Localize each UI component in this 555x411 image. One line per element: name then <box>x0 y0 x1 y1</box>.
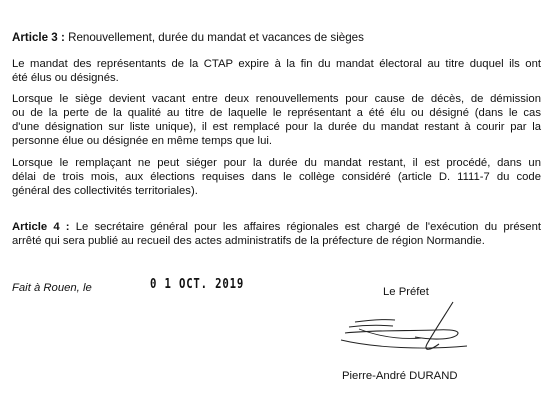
handwritten-signature <box>335 300 485 360</box>
text-line: personne élue ou désignée en même temps que lui. <box>12 135 272 147</box>
text-line: d'une désignation sur liste unique), il est remplacé pour la durée du mandat restant à courir par la <box>12 121 541 133</box>
article-4-paragraph <box>12 220 541 248</box>
article-4-line-1: Le secrétaire général pour les affaires régionales est chargé de l'exécution du présent <box>75 221 542 233</box>
article-3-paragraph-3 <box>12 156 541 198</box>
text-line: Le mandat des représentants de la CTAP expire à la fin du mandat électoral au titre duquel ils ont <box>12 58 541 70</box>
article-3-title-text: Renouvellement, durée du mandat et vacances de sièges <box>68 31 364 44</box>
article-3-heading: Article 3 : <box>12 31 65 44</box>
text-line: délai de trois mois, aux élections requises dans le collège considéré (article D. 1111-7 du code <box>12 171 541 183</box>
date-stamp: 0 1 OCT. 2019 <box>150 277 245 292</box>
article-3-paragraph-2 <box>12 92 541 148</box>
text-line: Lorsque le remplaçant ne peut siéger pour la durée du mandat restant, il est procédé, dans un <box>12 157 541 169</box>
signer-title: Le Préfet <box>383 286 429 298</box>
article-4-heading: Article 4 : <box>12 221 70 233</box>
article-3-paragraph-1 <box>12 57 541 85</box>
place-and-date-label: Fait à Rouen, le <box>12 282 92 294</box>
text-line <box>12 220 541 234</box>
article-3-title <box>12 30 364 45</box>
text-line: ou de la perte de la qualité au titre de laquelle le représentant a été élu ou désigné (dans le cas <box>12 107 541 119</box>
text-line: été élus ou désignés. <box>12 72 119 84</box>
signer-name: Pierre-André DURAND <box>342 370 458 382</box>
text-line: arrêté qui sera publié au recueil des actes administratifs de la préfecture de région Normandie. <box>12 235 485 247</box>
text-line: Lorsque le siège devient vacant entre deux renouvellements pour cause de décès, de démission <box>12 93 541 105</box>
text-line: général des collectivités territoriales). <box>12 185 198 197</box>
